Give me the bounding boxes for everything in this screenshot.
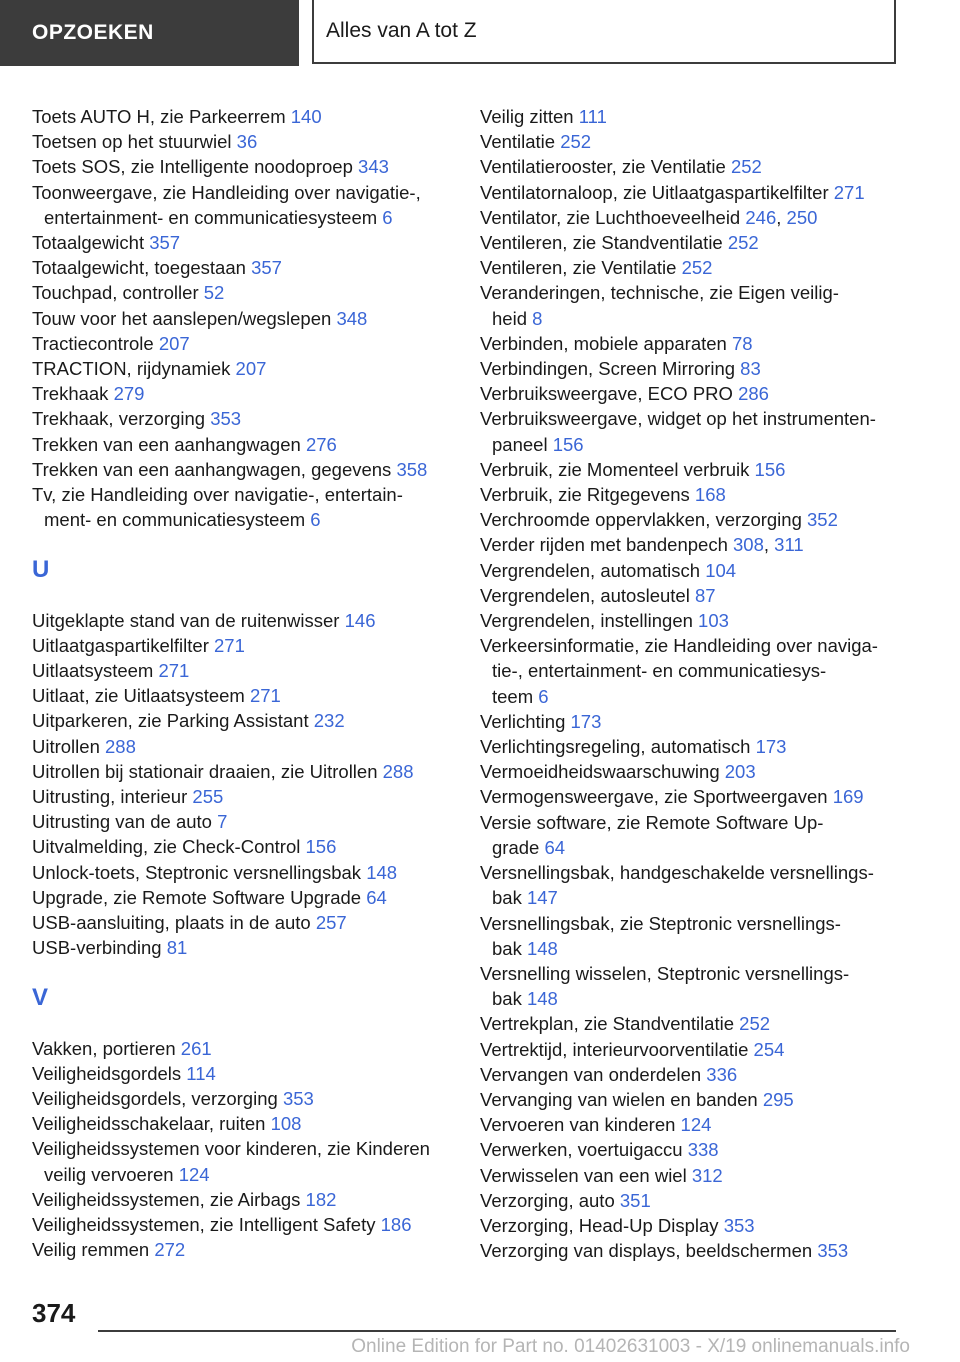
index-entry [32,935,450,960]
page-link[interactable]: 78 [732,332,753,354]
index-entry-text: Verchroomde oppervlakken, verzorging [480,509,802,531]
index-entry [480,1137,910,1162]
index-entry [480,1188,910,1213]
index-entry [32,834,450,859]
index-entry [32,784,450,809]
index-entry [32,331,450,356]
page-link[interactable]: 255 [192,786,224,808]
index-column-left [32,104,450,1263]
index-entry-text: Vermogensweergave, zie Sportweergaven [480,786,828,808]
index-entry-text: Ventilatierooster, zie Ventilatie [480,156,726,178]
page-link[interactable]: 257 [315,912,347,934]
page-link[interactable]: 124 [680,1114,712,1136]
page-link[interactable]: 6 [310,509,321,531]
index-entry-text: Ventileren, zie Ventilatie [480,257,677,279]
page-link[interactable]: 156 [754,458,786,480]
page-link[interactable]: 7 [217,811,228,833]
index-entry [32,381,450,406]
index-entry [480,280,910,330]
index-entry-text: Uitrollen bij stationair draaien, zie Uitrollen [32,760,378,782]
page-link[interactable]: 108 [270,1113,302,1135]
index-column-right [480,104,910,1263]
index-entry [480,558,910,583]
index-entry [32,255,450,280]
page-link[interactable]: 252 [727,232,759,254]
page-link[interactable]: 271 [158,660,190,682]
page-link[interactable]: 207 [158,332,190,354]
index-entry [480,356,910,381]
index-entry-text: bak [492,887,522,909]
index-letter-heading: U [32,556,50,584]
index-entry [480,129,910,154]
index-entry-text: Vergrendelen, instellingen [480,610,693,632]
index-entry [480,961,910,1011]
index-entry-text: Ventileren, zie Standventilatie [480,232,723,254]
index-entry-text: Uitvalmelding, zie Check-Control [32,836,301,858]
page-link[interactable]: 81 [166,937,188,959]
index-entry [32,482,450,532]
index-entry [480,230,910,255]
index-entry-text: paneel [492,433,548,455]
page-link[interactable]: 271 [249,685,281,707]
index-entry-text: Uitparkeren, zie Parking Assistant [32,710,309,732]
page-link[interactable]: 36 [236,131,258,153]
index-entry [480,734,910,759]
page-link[interactable]: 358 [396,458,428,480]
index-entry-text: Veilig remmen [32,1239,150,1261]
page-link[interactable]: 286 [738,383,769,405]
page-link[interactable]: 252 [730,156,762,178]
index-entry-text: entertainment- en communicatiesysteem [44,206,378,228]
page-link[interactable]: 343 [358,156,389,178]
index-entry [480,1087,910,1112]
index-entry-text: Verwerken, voertuigaccu [480,1139,683,1161]
index-entry-text: Vakken, portieren [32,1037,176,1059]
index-entry [32,809,450,834]
index-entry-text: Vervanging van wielen en banden [480,1088,758,1110]
index-entry [32,129,450,154]
page-link[interactable]: 173 [755,736,787,758]
page-link[interactable]: 254 [753,1038,785,1060]
page-link[interactable]: 6 [538,685,549,707]
index-entry-text: Verzorging, auto [480,1189,615,1211]
index-entry [32,432,450,457]
page-link[interactable]: 8 [532,307,543,329]
index-entry-text: Uitgeklapte stand van de ruitenwisser [32,609,340,631]
index-entry [480,381,910,406]
index-entry-text: Vermoeidheidswaarschuwing [480,761,720,783]
footer-edition [0,1336,910,1358]
index-entry [32,885,450,910]
page-link[interactable]: 288 [382,760,414,782]
index-entry-text: Verbindingen, Screen Mirroring [480,358,736,380]
page-link[interactable]: 6 [382,206,393,228]
index-entry-text: Toets SOS, zie Intelligente noodoproep [32,156,353,178]
page-link[interactable]: 352 [807,509,838,531]
index-entry-text: Vervangen van onderdelen [480,1063,702,1085]
page-link[interactable]: 271 [833,181,865,203]
index-entry-text: veilig vervoeren [44,1163,174,1185]
page-link[interactable]: 252 [681,257,713,279]
index-entry [32,658,450,683]
index-entry-text: Versnellingsbak, handgeschakelde versnellings- [480,862,874,884]
page-link[interactable]: 147 [526,887,558,909]
index-entry-text: Verzorging van displays, beeldschermen [480,1240,813,1262]
page-link[interactable]: 111 [578,106,607,127]
page-link[interactable]: 279 [113,383,145,405]
index-entry-text: Verzorging, Head-Up Display [480,1214,719,1236]
index-entry-text: Veiligheidssystemen voor kinderen, zie Kinderen [32,1138,430,1160]
page-link[interactable]: 103 [698,610,729,632]
index-entry [480,507,910,532]
index-entry-text: Verlichtingsregeling, automatisch [480,736,751,758]
index-entry [480,1037,910,1062]
index-entry-text: USB-aansluiting, plaats in de auto [32,912,311,934]
index-entry-text: Ventilatornaloop, zie Uitlaatgaspartikelfilter [480,181,829,203]
index-entry [32,230,450,255]
index-entry-text: Tv, zie Handleiding over navigatie-, entertain- [32,484,403,506]
page-link[interactable]: 168 [694,484,726,506]
index-entry-text: grade [492,836,540,858]
page-link[interactable]: 353 [817,1240,849,1262]
index-entry-text: Verbinden, mobiele apparaten [480,332,727,354]
page-link[interactable]: 186 [380,1214,412,1236]
page-link[interactable]: 351 [619,1189,651,1211]
page-number: 374 [32,1298,76,1328]
index-entry [480,1238,910,1263]
index-entry: Verder rijden met bandenpech 308, 311 [480,534,804,556]
page-link[interactable]: 252 [560,131,592,153]
index-entry-text: Uitlaatgaspartikelfilter [32,634,209,656]
index-entry-text: Versnellingsbak, zie Steptronic versnellings- [480,912,841,934]
index-entry-text: Uitrollen [32,735,100,757]
page-link[interactable]: 312 [691,1164,723,1186]
page-link[interactable]: 271 [214,634,245,656]
index-entry [32,860,450,885]
index-entry-text: bak [492,937,522,959]
index-entry [480,633,910,709]
page-link[interactable]: 146 [344,609,376,631]
index-entry [480,709,910,734]
index-entry-text: Veiligheidsgordels, verzorging [32,1088,278,1110]
page-link[interactable]: 104 [705,559,737,581]
page-link[interactable]: 114 [186,1062,216,1084]
index-entry [480,406,910,456]
index-entry-text: Ventilatie [480,131,556,153]
index-entry-text: Touw voor het aanslepen/wegslepen [32,307,332,329]
index-entry-text: Trekken van een aanhangwagen [32,433,301,455]
index-entry [32,306,450,331]
page-link[interactable]: 261 [180,1037,212,1059]
index-entry-text: Verbruik, zie Momenteel verbruik [480,458,750,480]
page-link[interactable]: 246 [745,206,777,228]
index-entry [32,180,450,230]
index-entry [32,154,450,179]
page-link[interactable]: 207 [235,358,267,380]
index-entry [480,860,910,910]
index-entry [32,104,450,129]
index-entry [32,1111,450,1136]
page-link[interactable]: 169 [832,786,864,808]
index-entry [480,457,910,482]
index-entry-text: Verbruiksweergave, ECO PRO [480,383,733,405]
index-entry-text: Trekhaak, verzorging [32,408,206,430]
page-link[interactable]: 64 [366,886,387,908]
page-link[interactable]: 182 [305,1188,337,1210]
section-tab[interactable]: OPZOEKEN [0,0,299,66]
page-link[interactable]: 252 [739,1013,771,1035]
index-entry-text: Unlock-toets, Steptronic versnellingsbak [32,861,362,883]
index-entry [480,608,910,633]
index-entry [480,784,910,809]
index-entry-text: Toets AUTO H, zie Parkeerrem [32,106,286,127]
page-link[interactable]: 148 [526,988,558,1010]
page-link[interactable]: 353 [282,1088,314,1110]
index-entry-text: tie-, entertainment- en communicatiesys- [492,660,827,682]
index-entry [32,356,450,381]
index-entry [480,154,910,179]
index-entry-text: Verlichting [480,710,566,732]
index-entry [480,331,910,356]
index-letter-heading: V [32,984,49,1012]
index-entry-text: Toonweergave, zie Handleiding over navigatie-, [32,181,421,203]
index-entry [480,759,910,784]
page-link[interactable]: 357 [149,232,181,254]
index-entry [32,633,450,658]
index-entry [32,1136,450,1186]
page-link[interactable]: 156 [552,433,584,455]
index-entry: Ventilator, zie Luchthoeveelheid 246, 250 [480,206,818,228]
index-entry-text: teem [492,685,534,707]
index-entry [32,608,450,633]
index-entry [480,255,910,280]
index-entry-text: Toetsen op het stuurwiel [32,131,232,153]
index-entry-text: Totaalgewicht, toegestaan [32,257,246,279]
index-entry-text: Verbruiksweergave, widget op het instrumenten- [480,408,876,430]
index-entry-text: Uitlaatsysteem [32,660,154,682]
index-entry-text: Vertrektijd, interieurvoorventilatie [480,1038,749,1060]
index-entry-text: Ventilator, zie Luchthoeveelheid [480,206,741,228]
page-link[interactable]: 52 [203,282,225,304]
index-entry-text: Upgrade, zie Remote Software Upgrade [32,886,362,908]
page-link[interactable]: 336 [706,1063,738,1085]
page-link[interactable]: 338 [687,1139,719,1161]
page-link[interactable]: 83 [740,358,761,380]
index-entry [480,482,910,507]
index-entry [480,180,910,205]
page-link[interactable]: 232 [313,710,345,732]
index-entry-text: Vergrendelen, automatisch [480,559,701,581]
page-link[interactable]: 87 [694,584,716,606]
index-entry [480,104,910,129]
page-header [0,0,960,66]
page-link[interactable]: 140 [290,106,322,127]
index-entry-text: Verder rijden met bandenpech [480,534,728,556]
index-entry-text: Veiligheidsschakelaar, ruiten [32,1113,266,1135]
index-entry-text: bak [492,988,522,1010]
page-link[interactable]: 272 [154,1239,186,1261]
index-entry-text: Veiligheidsgordels [32,1062,182,1084]
index-entry [32,457,450,482]
page-link[interactable]: 348 [336,307,368,329]
page-link[interactable]: 311 [774,534,804,556]
page-link[interactable]: 173 [570,710,602,732]
index-entry-text: Verkeersinformatie, zie Handleiding over naviga- [480,635,878,657]
index-entry-text: Veiligheidssystemen, zie Airbags [32,1188,301,1210]
index-entry [32,759,450,784]
page-link[interactable]: 357 [251,257,282,279]
index-entry-text: Versie software, zie Remote Software Up- [480,811,824,833]
page-link[interactable]: 64 [544,836,566,858]
index-entry-text: USB-verbinding [32,937,162,959]
index-entry-text: Vergrendelen, autosleutel [480,584,690,606]
index-entry-text: heid [492,307,527,329]
index-entry-text: Veranderingen, technische, zie Eigen veilig- [480,282,839,304]
page-link[interactable]: 288 [105,735,136,757]
index-entry [480,911,910,961]
index-entry [32,406,450,431]
index-entry [480,1163,910,1188]
index-entry-text: Veiligheidssystemen, zie Intelligent Safety [32,1214,376,1236]
index-entry-text: Vertrekplan, zie Standventilatie [480,1013,735,1035]
page-link[interactable]: 250 [786,206,818,228]
index-entry-text: Trekhaak [32,383,109,405]
index-entry [32,1086,450,1111]
index-entry [32,280,450,305]
index-entry [480,1112,910,1137]
index-entry-text: Versnelling wisselen, Steptronic versnellings- [480,962,850,984]
index-entry [32,683,450,708]
index-entry [32,1061,450,1086]
index-entry-text: Vervoeren van kinderen [480,1114,676,1136]
page-link[interactable]: 203 [724,761,756,783]
index-entry-text: Veilig zitten [480,106,574,127]
index-entry-text: TRACTION, rijdynamiek [32,358,231,380]
page-link[interactable]: 295 [762,1088,794,1110]
index-entry-text: Uitrusting van de auto [32,811,212,833]
page-link[interactable]: 308 [733,534,764,556]
page-link[interactable]: 156 [305,836,337,858]
index-entry [32,1237,450,1262]
page-link[interactable]: 148 [526,937,558,959]
footer-divider [98,1330,896,1332]
index-entry [480,810,910,860]
index-entry [480,1213,910,1238]
index-entry-text: Uitlaat, zie Uitlaatsysteem [32,685,245,707]
index-entry [32,1212,450,1237]
index-entry-text: Verwisselen van een wiel [480,1164,687,1186]
index-entry [480,583,910,608]
index-entry-text: Tractiecontrole [32,332,154,354]
index-entry-text: Trekken van een aanhangwagen, gegevens [32,458,392,480]
index-entry-text: Touchpad, controller [32,282,199,304]
index-entry-text: ment- en communicatiesysteem [44,509,306,531]
footer-watermark: Online Edition for Part no. 01402631003 - X/19 onlinemanuals.info [351,1336,910,1357]
page-link[interactable]: 353 [210,408,242,430]
index-entry [32,734,450,759]
index-entry [480,1062,910,1087]
index-entry [480,1011,910,1036]
page-title: Alles van A tot Z [312,0,896,64]
index-entry [32,910,450,935]
index-entry [32,1187,450,1212]
index-entry [32,1036,450,1061]
index-entry-text: Verbruik, zie Ritgegevens [480,484,690,506]
page-link[interactable]: 276 [305,433,337,455]
page-link[interactable]: 124 [178,1163,210,1185]
page-link[interactable]: 148 [366,861,398,883]
index-entry [32,708,450,733]
index-entry-text: Totaalgewicht [32,232,145,254]
page-link[interactable]: 353 [723,1214,755,1236]
index-entry-text: Uitrusting, interieur [32,786,188,808]
